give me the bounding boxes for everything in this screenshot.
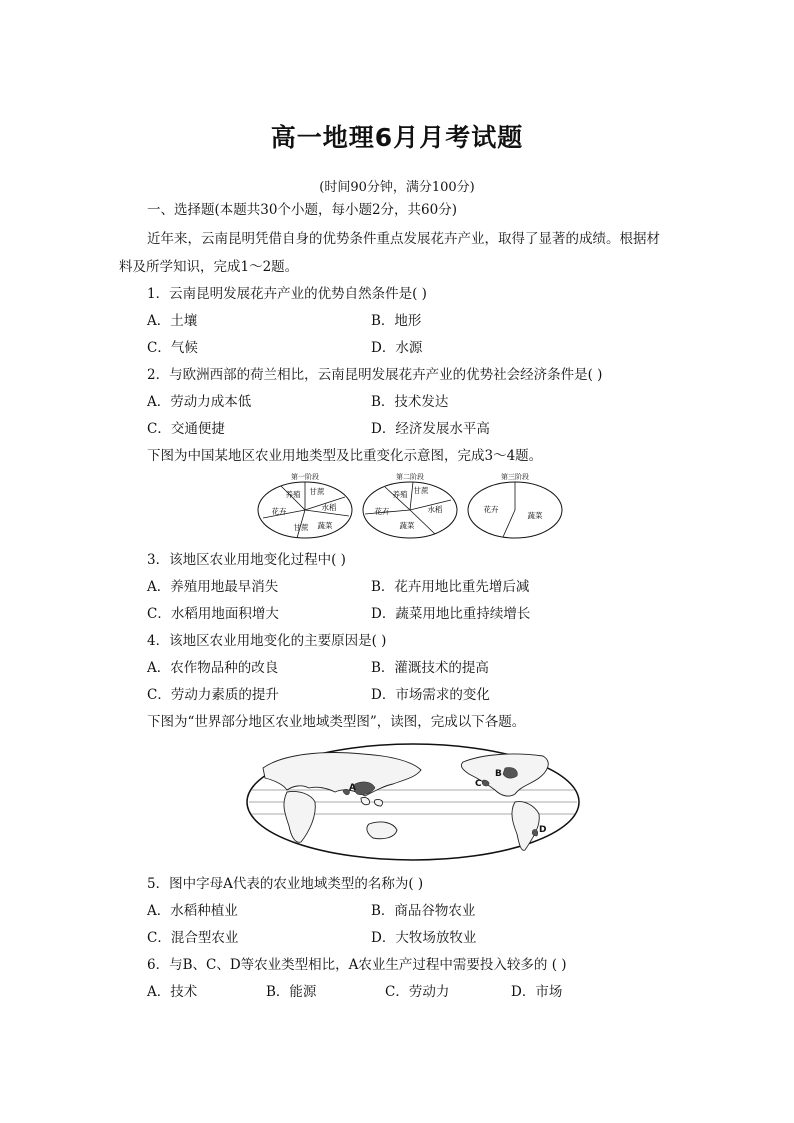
stage-2-label-flowers: 花卉 xyxy=(374,507,390,516)
question-2-option-a: A．劳动力成本低 xyxy=(147,394,252,410)
question-6-option-b: B．能源 xyxy=(266,984,317,1000)
question-2-option-d: D．经济发展水平高 xyxy=(371,421,490,437)
question-4-option-a: A．农作物品种的改良 xyxy=(147,660,279,676)
question-2-stem: 2．与欧洲西部的荷兰相比，云南昆明发展花卉产业的优势社会经济条件是( ) xyxy=(147,367,603,383)
question-5-option-b: B．商品谷物农业 xyxy=(371,903,476,919)
question-4-option-d: D．市场需求的变化 xyxy=(371,687,490,703)
stage-1-label-sugarcane-2: 甘蔗 xyxy=(293,523,309,532)
stage-1-label-vegetables: 蔬菜 xyxy=(317,521,333,530)
intro-paragraph-3: 下图为“世界部分地区农业地域类型图”，读图，完成以下各题。 xyxy=(147,714,526,730)
question-4-option-c: C．劳动力素质的提升 xyxy=(147,687,279,703)
question-4-stem: 4．该地区农业用地变化的主要原因是( ) xyxy=(147,633,387,649)
question-5-option-d: D．大牧场放牧业 xyxy=(371,930,477,946)
map-marker-b: B xyxy=(495,769,502,779)
stage-1-label-rice: 水稻 xyxy=(321,503,337,512)
question-5-option-c: C．混合型农业 xyxy=(147,930,239,946)
question-6-stem: 6．与B、C、D等农业类型相比，A农业生产过程中需要投入较多的 ( ) xyxy=(147,957,567,973)
question-1-option-d: D．水源 xyxy=(371,340,423,356)
question-1-stem: 1．云南昆明发展花卉产业的优势自然条件是( ) xyxy=(147,286,427,302)
question-3-option-d: D．蔬菜用地比重持续增长 xyxy=(371,606,531,622)
intro-paragraph-1-cont: 料及所学知识，完成1～2题。 xyxy=(119,259,299,275)
stage-1-label-sugarcane: 甘蔗 xyxy=(309,487,325,496)
stage-3-label-vegetables: 蔬菜 xyxy=(527,511,543,520)
stage-2-label-rice: 水稻 xyxy=(427,505,443,514)
question-1-option-b: B．地形 xyxy=(371,313,422,329)
stage-1-label-breeding: 养殖 xyxy=(285,490,301,499)
map-marker-c: C xyxy=(475,779,482,789)
intro-paragraph-1: 近年来，云南昆明凭借自身的优势条件重点发展花卉产业，取得了显著的成绩。根据材 xyxy=(147,231,660,247)
stage-1-title: 第一阶段 xyxy=(291,473,319,481)
question-6-option-c: C．劳动力 xyxy=(385,984,450,1000)
stage-3-title: 第三阶段 xyxy=(501,473,529,481)
intro-paragraph-2: 下图为中国某地区农业用地类型及比重变化示意图，完成3～4题。 xyxy=(147,448,543,464)
stage-2-title: 第二阶段 xyxy=(396,473,424,481)
question-2-option-c: C．交通便捷 xyxy=(147,421,225,437)
stage-2-label-breeding: 养殖 xyxy=(392,490,408,499)
question-3-option-c: C．水稻用地面积增大 xyxy=(147,606,279,622)
question-5-stem: 5．图中字母A代表的农业地域类型的名称为( ) xyxy=(147,876,424,892)
question-2-option-b: B．技术发达 xyxy=(371,394,449,410)
question-1-option-a: A．土壤 xyxy=(147,313,198,329)
question-5-option-a: A．水稻种植业 xyxy=(147,903,238,919)
question-6-option-d: D．市场 xyxy=(511,984,563,1000)
page-title: 高一地理6月月考试题 xyxy=(270,123,524,152)
question-3-option-b: B．花卉用地比重先增后减 xyxy=(371,579,530,595)
map-marker-d: D xyxy=(539,825,547,835)
stage-2-label-vegetables: 蔬菜 xyxy=(399,521,415,530)
exam-time-info: (时间90分钟，满分100分) xyxy=(319,180,475,195)
question-3-option-a: A．养殖用地最早消失 xyxy=(147,579,279,595)
question-1-option-c: C．气候 xyxy=(147,340,198,356)
question-4-option-b: B．灌溉技术的提高 xyxy=(371,660,489,676)
stage-2-label-sugarcane: 甘蔗 xyxy=(413,486,429,495)
stage-3-label-flowers: 花卉 xyxy=(483,505,499,514)
question-6-option-a: A．技术 xyxy=(147,984,198,1000)
question-3-stem: 3．该地区农业用地变化过程中( ) xyxy=(147,552,346,568)
section-heading: 一、选择题(本题共30个小题，每小题2分，共60分) xyxy=(147,202,457,218)
stage-1-label-flowers: 花卉 xyxy=(271,507,287,516)
world-agriculture-map xyxy=(243,740,583,864)
land-use-pie-figure xyxy=(255,470,570,542)
map-marker-a: A xyxy=(349,783,356,793)
